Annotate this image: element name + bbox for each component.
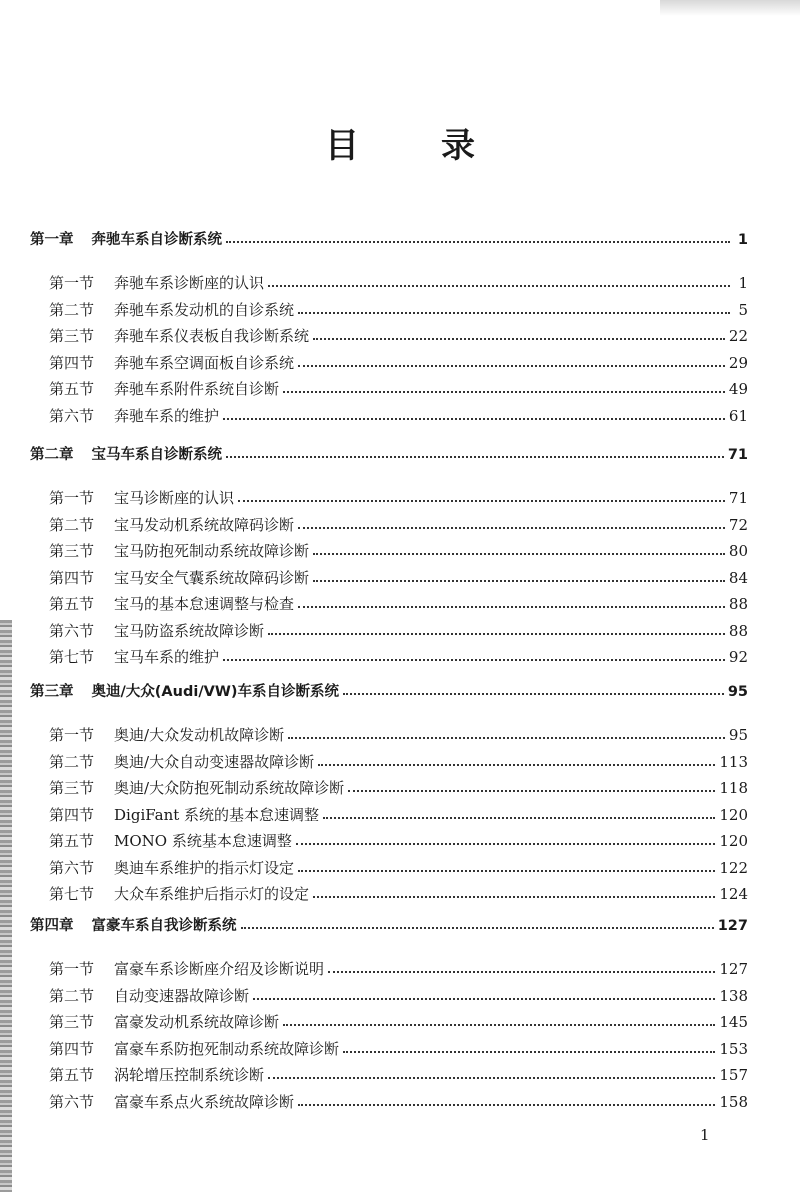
toc-section-row[interactable] (30, 724, 748, 745)
section-page-number: 92 (728, 648, 748, 666)
section-title: 宝马发动机系统故障码诊断 (114, 515, 295, 534)
dot-leader (313, 579, 725, 582)
section-title: 奔驰车系诊断座的认识 (114, 274, 265, 292)
section-page-number: 153 (719, 1039, 748, 1058)
chapter-number-label: 第四章 (30, 918, 74, 934)
dot-leader (253, 997, 715, 1000)
section-page-number: 49 (728, 380, 748, 398)
section-number-label: 第一节 (49, 274, 95, 292)
section-number-label: 第五节 (49, 832, 95, 850)
section-number-label: 第三节 (49, 1013, 95, 1031)
dot-leader (298, 526, 725, 529)
dot-leader (313, 895, 715, 898)
chapter-number-label: 第一章 (30, 232, 74, 248)
section-page-number: 120 (719, 805, 748, 824)
section-number-label: 第一节 (49, 489, 95, 507)
section-page-number: 80 (728, 542, 748, 560)
toc-section-row[interactable] (30, 272, 748, 293)
toc-section-row[interactable] (30, 985, 748, 1006)
toc-section-row[interactable] (30, 857, 748, 878)
section-page-number: 22 (728, 327, 748, 345)
section-number-label: 第二节 (49, 300, 95, 319)
toc-section-row[interactable] (30, 1011, 748, 1032)
section-number-label: 第四节 (49, 353, 95, 372)
section-page-number: 122 (719, 858, 748, 877)
toc-section-row[interactable] (30, 567, 748, 588)
section-number-label: 第四节 (49, 1039, 95, 1058)
dot-leader (288, 736, 725, 739)
section-page-number: 113 (719, 752, 748, 771)
section-title: 奥迪/大众发动机故障诊断 (114, 726, 285, 744)
chapter-page-number: 95 (727, 684, 748, 700)
section-number-label: 第五节 (49, 380, 95, 398)
section-title: 奔驰车系的维护 (114, 406, 220, 425)
toc-section-row[interactable] (30, 593, 748, 614)
section-number-label: 第六节 (49, 858, 95, 877)
section-number-label: 第三节 (49, 779, 95, 797)
toc-section-row[interactable] (30, 804, 748, 825)
section-title: 宝马的基本怠速调整与检查 (114, 595, 295, 613)
section-number-label: 第六节 (49, 1092, 95, 1111)
dot-leader (226, 455, 724, 458)
dot-leader (298, 605, 725, 608)
section-title: 涡轮增压控制系统诊断 (114, 1066, 265, 1084)
toc-section-row[interactable] (30, 378, 748, 399)
toc-section-row[interactable] (30, 325, 748, 346)
section-number-label: 第六节 (49, 621, 95, 640)
dot-leader (268, 1076, 715, 1079)
section-title: 奥迪/大众自动变速器故障诊断 (114, 752, 315, 771)
dot-leader (223, 417, 725, 420)
section-number-label: 第四节 (49, 805, 95, 824)
section-title: 宝马防抱死制动系统故障诊断 (114, 542, 310, 560)
page-title: 目录 (325, 126, 557, 166)
section-number-label: 第二节 (49, 752, 95, 771)
section-page-number: 124 (719, 885, 748, 903)
dot-leader (343, 692, 724, 695)
section-title: 宝马诊断座的认识 (114, 489, 235, 507)
section-title: 宝马防盗系统故障诊断 (114, 621, 265, 640)
section-title: 富豪车系诊断座介绍及诊断说明 (114, 960, 325, 978)
scan-shadow-top (660, 0, 800, 16)
section-page-number: 88 (728, 595, 748, 613)
section-number-label: 第五节 (49, 1066, 95, 1084)
toc-section-row[interactable] (30, 646, 748, 667)
chapter-page-number: 127 (717, 918, 748, 934)
section-number-label: 第三节 (49, 327, 95, 345)
section-page-number: 120 (719, 832, 748, 850)
section-page-number: 145 (719, 1013, 748, 1031)
chapter-number-label: 第三章 (30, 684, 74, 700)
page-number: 1 (700, 1126, 710, 1144)
dot-leader (298, 869, 715, 872)
chapter-title: 奔驰车系自诊断系统 (91, 232, 222, 248)
section-page-number: 157 (719, 1066, 748, 1084)
toc-section-row[interactable] (30, 540, 748, 561)
section-number-label: 第六节 (49, 406, 95, 425)
toc-chapter-row[interactable] (30, 443, 748, 464)
toc-section-row[interactable] (30, 1064, 748, 1085)
toc-chapter-row[interactable] (30, 680, 748, 701)
section-title: 富豪发动机系统故障诊断 (114, 1013, 280, 1031)
section-title: 富豪车系点火系统故障诊断 (114, 1092, 295, 1111)
dot-leader (268, 632, 725, 635)
toc-section-row[interactable] (30, 1038, 748, 1059)
section-title: 富豪车系防抱死制动系统故障诊断 (114, 1039, 340, 1058)
toc-section-row[interactable] (30, 487, 748, 508)
section-number-label: 第七节 (49, 648, 95, 666)
section-page-number: 158 (719, 1092, 748, 1111)
section-page-number: 61 (728, 406, 748, 425)
toc-section-row[interactable] (30, 405, 748, 426)
dot-leader (313, 337, 725, 340)
section-page-number: 138 (719, 986, 748, 1005)
section-title: MONO 系统基本怠速调整 (114, 832, 292, 850)
dot-leader (223, 658, 725, 661)
dot-leader (298, 311, 730, 314)
section-page-number: 5 (738, 300, 748, 319)
dot-leader (343, 1050, 715, 1053)
section-number-label: 第二节 (49, 515, 95, 534)
section-number-label: 第七节 (49, 885, 95, 903)
section-title: 宝马车系的维护 (114, 648, 220, 666)
toc-section-row[interactable] (30, 1091, 748, 1112)
toc-section-row[interactable] (30, 958, 748, 979)
section-page-number: 71 (728, 489, 748, 507)
chapter-title: 奥迪/大众(Audi/VW)车系自诊断系统 (91, 684, 339, 700)
toc-section-row[interactable] (30, 751, 748, 772)
toc-section-row[interactable] (30, 299, 748, 320)
section-number-label: 第二节 (49, 986, 95, 1005)
chapter-page-number: 71 (727, 447, 748, 463)
scan-shadow-left (0, 620, 12, 1192)
section-title: 奔驰车系仪表板自我诊断系统 (114, 327, 310, 345)
section-number-label: 第五节 (49, 595, 95, 613)
section-title: 大众车系维护后指示灯的设定 (114, 885, 310, 903)
section-number-label: 第四节 (49, 568, 95, 587)
section-page-number: 84 (728, 568, 748, 587)
dot-leader (296, 842, 715, 845)
dot-leader (298, 1103, 715, 1106)
dot-leader (241, 926, 714, 929)
toc-chapter-row[interactable] (30, 914, 748, 935)
dot-leader (328, 970, 715, 973)
dot-leader (283, 1023, 715, 1026)
dot-leader (323, 816, 715, 819)
section-page-number: 72 (728, 515, 748, 534)
chapter-number-label: 第二章 (30, 447, 74, 463)
dot-leader (348, 789, 715, 792)
dot-leader (226, 240, 730, 243)
section-page-number: 29 (728, 353, 748, 372)
toc-section-row[interactable] (30, 352, 748, 373)
chapter-title: 宝马车系自诊断系统 (91, 447, 222, 463)
chapter-page-number: 1 (737, 232, 748, 248)
section-title: 奔驰车系发动机的自诊系统 (114, 300, 295, 319)
section-number-label: 第一节 (49, 726, 95, 744)
section-title: DigiFant 系统的基本怠速调整 (114, 805, 320, 824)
section-title: 奥迪/大众防抱死制动系统故障诊断 (114, 779, 345, 797)
toc-section-row[interactable] (30, 514, 748, 535)
section-title: 自动变速器故障诊断 (114, 986, 250, 1005)
dot-leader (283, 390, 725, 393)
toc-section-row[interactable] (30, 830, 748, 851)
section-page-number: 95 (728, 726, 748, 744)
dot-leader (268, 284, 730, 287)
section-title: 奔驰车系附件系统自诊断 (114, 380, 280, 398)
section-number-label: 第三节 (49, 542, 95, 560)
dot-leader (238, 499, 725, 502)
toc-section-row[interactable] (30, 883, 748, 904)
toc-section-row[interactable] (30, 620, 748, 641)
section-page-number: 118 (719, 779, 748, 797)
section-page-number: 88 (728, 621, 748, 640)
section-page-number: 1 (738, 274, 748, 292)
chapter-title: 富豪车系自我诊断系统 (91, 918, 237, 934)
section-title: 奔驰车系空调面板自诊系统 (114, 353, 295, 372)
section-page-number: 127 (719, 960, 748, 978)
dot-leader (318, 763, 715, 766)
dot-leader (298, 364, 725, 367)
section-title: 奥迪车系维护的指示灯设定 (114, 858, 295, 877)
toc-section-row[interactable] (30, 777, 748, 798)
dot-leader (313, 552, 725, 555)
section-number-label: 第一节 (49, 960, 95, 978)
section-title: 宝马安全气囊系统故障码诊断 (114, 568, 310, 587)
toc-chapter-row[interactable] (30, 228, 748, 249)
